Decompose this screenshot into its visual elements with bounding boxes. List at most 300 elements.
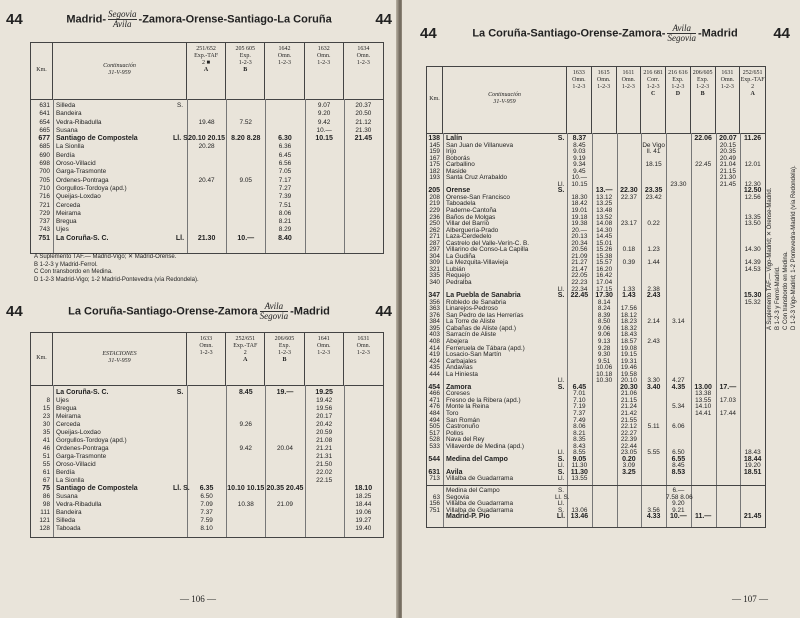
station-name: Cerceda	[56, 421, 81, 428]
time-cell	[305, 517, 344, 525]
km-cell: 86	[42, 493, 50, 500]
km-cell: 384	[429, 318, 440, 326]
train-column-header	[666, 67, 691, 133]
time-cell	[187, 445, 226, 453]
station-name: Silleda	[56, 102, 76, 109]
train-column-header	[305, 43, 344, 99]
km-cell: 63	[432, 493, 440, 501]
time-cell: 23.35	[644, 187, 663, 195]
arrival-departure-mark	[173, 493, 187, 501]
table-row	[31, 135, 383, 143]
time-cell	[187, 429, 226, 437]
station-name: La Puebla de Sanabria	[446, 292, 521, 300]
table-row	[31, 218, 383, 226]
station-name: Villalba de Guadarrama	[446, 506, 514, 514]
table-row	[31, 445, 383, 453]
time-cell: 22.45	[695, 161, 712, 169]
arrival-departure-mark: S.	[557, 292, 565, 300]
time-cell	[265, 102, 304, 110]
station-name: Abejera	[446, 337, 469, 345]
time-cell: 6.06	[672, 423, 685, 431]
station-name: Paderne-Cantoña	[446, 207, 497, 215]
page-number: — 107 —	[732, 594, 768, 604]
time-cell: 10.15	[571, 180, 588, 188]
station-name: Zamora	[446, 383, 472, 391]
arrival-departure-mark	[173, 437, 187, 445]
time-cell: 14.41	[695, 409, 712, 417]
time-cell: 13.55	[695, 396, 712, 404]
time-cell: 22.37	[620, 193, 637, 201]
time-cell: 23.17	[620, 220, 637, 228]
train-class: 1-2-3	[646, 84, 660, 90]
time-cell	[265, 525, 304, 533]
station-name: San Pedro de las Herrerías	[446, 311, 524, 319]
time-cell	[305, 177, 344, 185]
train-number: 1641	[317, 336, 330, 342]
time-cell	[691, 476, 716, 483]
station-name: Queijas-Loxdao	[56, 193, 101, 201]
time-cell	[305, 525, 344, 533]
time-cell: 20.07	[719, 135, 737, 142]
time-cell: 7.10	[573, 396, 586, 404]
table-row	[31, 389, 383, 397]
time-cell: 20.10 20.15	[188, 135, 226, 143]
km-cell: 544	[428, 455, 440, 463]
frac-bottom: Avila	[113, 19, 132, 29]
arrival-departure-mark: S.	[557, 506, 565, 514]
train-note-mark: A	[243, 357, 248, 363]
time-cell: 1.43	[622, 292, 636, 300]
km-cell: 454	[428, 383, 440, 391]
station-name: Garga-Trasmonte	[56, 168, 107, 176]
table-row	[427, 476, 765, 483]
station-name: Villarino de Conso-La Capilla	[446, 246, 529, 254]
station-name: Castronuño	[446, 423, 480, 431]
column-header-km: Km.	[31, 333, 53, 385]
title-fraction	[260, 302, 289, 321]
arrival-departure-mark	[173, 405, 187, 413]
time-cell: 10.—	[670, 513, 687, 521]
time-cell	[187, 185, 226, 193]
time-cell: 15.32	[744, 298, 761, 306]
time-cell	[265, 493, 304, 501]
time-cell	[344, 397, 383, 405]
km-cell: 75	[42, 485, 50, 492]
train-column-header	[740, 67, 765, 133]
km-cell: 710	[39, 184, 50, 192]
train-class: 2	[243, 350, 247, 356]
time-cell: 17.03	[719, 396, 736, 404]
km-cell: 471	[429, 396, 440, 404]
time-cell: 18.15	[645, 161, 662, 169]
time-cell: 6.45	[572, 383, 587, 391]
time-cell: 22.15	[316, 477, 333, 484]
time-cell: 8.20 8.28	[231, 135, 261, 143]
arrival-departure-mark: S.	[557, 486, 565, 494]
time-cell: 22.44	[620, 442, 637, 450]
time-cell: 9.05	[572, 455, 587, 463]
time-cell: 21.09	[276, 501, 293, 508]
station-name: Santa Cruz Arrabaldo	[446, 174, 508, 182]
table-row	[31, 421, 383, 429]
timetable-rows	[31, 102, 383, 243]
km-cell: 205	[428, 187, 440, 195]
time-cell	[265, 461, 304, 469]
train-column-header	[592, 67, 617, 133]
time-cell: 17.56	[620, 305, 637, 313]
column-header-stations	[53, 333, 187, 385]
time-cell: 8.35	[573, 436, 586, 444]
station-name: Lubián	[446, 265, 466, 273]
time-cell	[187, 127, 226, 135]
time-cell	[344, 429, 383, 437]
station-name: La Coruña-S. C.	[56, 234, 109, 242]
time-cell: 15.01	[596, 239, 613, 247]
time-cell	[226, 509, 265, 517]
station-name: Villalba de Guadarrama	[446, 475, 514, 483]
station-name: Gorgullos-Tordoya (apd.)	[56, 437, 127, 444]
km-cell: 121	[39, 517, 50, 524]
time-cell	[617, 514, 642, 521]
time-cell	[226, 127, 265, 135]
time-cell: 13.52	[596, 213, 613, 221]
time-cell	[187, 110, 226, 118]
time-cell	[226, 429, 265, 437]
station-name: Oroso-Villacid	[56, 461, 96, 468]
arrival-departure-mark	[173, 525, 187, 533]
time-cell: De Vigo	[642, 141, 665, 149]
arrival-departure-mark: S.	[557, 468, 565, 476]
train-number: 252/651	[742, 70, 763, 76]
time-cell: 11.30	[571, 462, 588, 470]
time-cell: 9.26	[239, 421, 252, 428]
time-cell: 12.30	[744, 180, 761, 188]
side-footnotes	[766, 70, 798, 330]
time-cell	[305, 143, 344, 151]
time-cell	[187, 226, 226, 234]
time-cell	[187, 193, 226, 201]
time-cell: 20.10	[620, 377, 637, 385]
table-row	[31, 226, 383, 234]
time-cell: 16.42	[596, 272, 613, 280]
station-name: Cabañas de Aliste (apd.)	[446, 324, 516, 332]
km-cell: 271	[429, 233, 440, 241]
train-class: 1-2-3	[277, 350, 291, 356]
time-cell: 19.46	[620, 364, 637, 372]
time-cell: 0.18	[622, 246, 636, 254]
time-cell	[265, 509, 304, 517]
station-name: Bregua	[56, 405, 77, 412]
time-cell	[344, 168, 383, 176]
station-name: Nava del Rey	[446, 436, 485, 444]
page-label: 44	[375, 303, 392, 320]
time-cell	[187, 202, 226, 210]
km-cell: 347	[428, 292, 440, 300]
time-cell: 0.39	[622, 259, 636, 267]
time-cell	[187, 218, 226, 226]
time-cell: 22.02	[316, 469, 333, 476]
footnote: C Con transbordo en Medina.	[34, 269, 113, 275]
time-cell: 8.43	[573, 442, 586, 450]
time-cell	[226, 413, 265, 421]
train-note-mark: B	[700, 91, 705, 97]
page-label: 44	[420, 25, 437, 42]
km-cell: 484	[429, 409, 440, 417]
time-cell: 7.37	[200, 509, 213, 516]
train-type: Exp.	[278, 343, 291, 349]
page-label: 44	[6, 11, 23, 28]
train-number: 252/651	[235, 336, 256, 342]
train-number: 1634	[357, 46, 370, 52]
km-cell: 476	[429, 403, 440, 411]
train-column-header	[344, 333, 383, 385]
station-name: Berdía	[56, 469, 75, 476]
time-cell: 8.45	[573, 141, 586, 149]
station-name: Santiago de Compostela	[56, 485, 138, 492]
table-row	[31, 477, 383, 485]
km-cell: 41	[42, 437, 50, 444]
time-cell: 7.17	[278, 176, 292, 184]
time-cell	[226, 453, 265, 461]
train-type: Omn.	[356, 53, 371, 59]
km-cell: 55	[42, 461, 50, 468]
station-name: Susana	[56, 493, 78, 500]
station-name: Orense-San Francisco	[446, 193, 510, 201]
km-cell: 304	[429, 252, 440, 260]
table-row	[31, 525, 383, 533]
train-column-header	[265, 43, 304, 99]
time-cell: 17.30	[595, 292, 613, 300]
table-row	[427, 514, 765, 521]
time-cell: 4.33	[646, 513, 661, 521]
time-cell	[226, 437, 265, 445]
time-cell	[226, 517, 265, 525]
km-cell: 533	[429, 442, 440, 450]
km-cell: 262	[429, 226, 440, 234]
time-cell	[265, 397, 304, 405]
table-row	[31, 413, 383, 421]
train-column-header	[226, 43, 265, 99]
time-cell	[305, 193, 344, 201]
frac-top: Avila	[260, 302, 289, 312]
km-cell: 403	[429, 331, 440, 339]
km-cell: 743	[39, 226, 50, 234]
km-cell: 8	[46, 397, 50, 404]
train-column-header	[344, 43, 383, 99]
time-cell	[187, 477, 226, 485]
station-name: Carbajales	[446, 357, 477, 365]
time-cell: 9.19	[573, 154, 586, 162]
time-cell	[641, 476, 666, 483]
station-name: Avila	[446, 468, 463, 476]
arrival-departure-mark: Ll.	[557, 462, 565, 470]
train-number: 1631	[721, 70, 734, 76]
station-name: Vedra-Ribadulla	[56, 501, 102, 508]
train-type: Omn.	[621, 77, 636, 83]
train-class: 1-2-3	[572, 84, 586, 90]
time-cell: 19.40	[355, 525, 372, 532]
train-class: 1-2-3	[238, 60, 252, 66]
station-name: Laza-Cerdedelo	[446, 233, 492, 241]
arrival-departure-mark	[173, 143, 187, 151]
table-row	[31, 202, 383, 210]
time-cell: 13.38	[695, 390, 712, 398]
km-cell: 414	[429, 344, 440, 352]
time-cell: 18.32	[620, 324, 637, 332]
time-cell: 18.57	[620, 337, 637, 345]
time-cell	[344, 226, 383, 234]
time-cell	[265, 469, 304, 477]
time-cell	[226, 185, 265, 193]
time-cell	[265, 405, 304, 413]
train-type: Omn.	[596, 77, 611, 83]
time-cell: 18.10	[354, 485, 373, 492]
frac-top: Avila	[667, 24, 696, 34]
station-name: Susana	[56, 126, 78, 134]
time-cell: 7.05	[278, 168, 292, 176]
time-cell	[344, 177, 383, 185]
time-cell	[592, 476, 617, 483]
timetable-rows	[427, 136, 765, 521]
column-header-stations	[443, 67, 567, 133]
station-name: Medina del Campo	[446, 455, 508, 463]
time-cell: 8.21	[573, 429, 586, 437]
train-note-mark: B	[282, 357, 287, 363]
time-cell	[226, 405, 265, 413]
km-cell: 175	[429, 161, 440, 169]
time-cell	[344, 461, 383, 469]
train-type: Exp.-TAF	[194, 53, 219, 59]
station-name: Monte la Reina	[446, 403, 489, 411]
km-cell: 424	[429, 357, 440, 365]
time-cell: 3.14	[672, 318, 685, 326]
time-cell: 13.35	[744, 213, 761, 221]
time-cell: 22.12	[620, 423, 637, 431]
time-cell: 9.42	[317, 118, 331, 126]
time-cell: 8.10	[200, 525, 213, 532]
time-cell: ll. 41	[646, 148, 661, 156]
train-number: 1633	[200, 336, 213, 342]
table-row	[31, 453, 383, 461]
time-cell: 22.05	[571, 272, 588, 280]
km-cell: 395	[429, 324, 440, 332]
time-cell: 13.50	[744, 220, 761, 228]
table-row	[31, 485, 383, 493]
title-part: La Coruña-Santiago-Orense-Zamora	[68, 305, 258, 318]
time-cell: 21.45	[719, 180, 736, 188]
time-cell: 7.01	[573, 390, 586, 398]
time-cell	[187, 461, 226, 469]
time-cell: 20.37	[355, 102, 372, 109]
km-cell: 444	[429, 370, 440, 378]
time-cell: 13.46	[570, 513, 589, 521]
km-cell	[427, 514, 443, 521]
time-cell	[305, 210, 344, 218]
km-cell: 321	[429, 265, 440, 273]
time-cell	[187, 160, 226, 168]
station-name: San Juan de Villanueva	[446, 141, 514, 149]
time-cell: 1.44	[647, 259, 660, 267]
arrival-departure-mark	[173, 127, 187, 135]
station-name: Vedra-Ribadulla	[56, 118, 102, 126]
km-cell: 193	[429, 174, 440, 182]
train-class: 1-2-3	[671, 84, 685, 90]
train-type: Omn.	[316, 53, 331, 59]
arrival-departure-mark: Ll.	[175, 234, 185, 242]
time-cell: 19.08	[620, 344, 637, 352]
arrival-departure-mark	[173, 210, 187, 218]
station-name: Ordenes-Pontraga	[56, 176, 109, 184]
train-number: 1633	[572, 70, 585, 76]
time-cell: 9.51	[597, 357, 611, 365]
train-column-header	[567, 67, 592, 133]
page-number: — 106 —	[180, 594, 216, 604]
time-cell	[265, 453, 304, 461]
column-header-km: Km.	[427, 67, 443, 133]
time-cell: 15.57	[596, 259, 613, 267]
time-cell: 19.18	[571, 213, 588, 221]
arrival-departure-mark	[173, 517, 187, 525]
time-cell: 11.26	[744, 135, 762, 142]
time-cell	[265, 517, 304, 525]
footnotes	[34, 254, 384, 284]
arrival-departure-mark	[173, 119, 187, 127]
time-cell: 13.—	[595, 187, 613, 195]
time-cell	[226, 202, 265, 210]
km-cell: 46	[42, 445, 50, 452]
time-cell: 3.09	[622, 462, 636, 470]
header-label: Continuación	[488, 92, 521, 98]
frac-bottom: Segovia	[667, 33, 696, 43]
time-cell: 14.10	[695, 403, 712, 411]
station-name: Alberguería-Prado	[446, 226, 499, 234]
time-cell: 14.08	[596, 220, 613, 228]
time-cell: 19.31	[620, 357, 637, 365]
station-name: Ujes	[56, 397, 69, 404]
time-cell: 17.04	[596, 279, 613, 287]
time-cell: 21.30	[719, 174, 736, 182]
arrival-departure-mark: Ll.	[557, 377, 565, 385]
km-cell: 167	[429, 154, 440, 162]
timetable-right	[426, 66, 766, 528]
time-cell: 20.13	[571, 233, 588, 241]
station-name: Linarejos-Pedroso	[446, 305, 498, 313]
table-row	[31, 152, 383, 160]
train-type: Exp.	[672, 77, 684, 83]
km-cell: 98	[42, 501, 50, 508]
km-cell: 376	[429, 311, 440, 319]
time-cell: 8.53	[671, 468, 686, 476]
arrival-departure-mark	[173, 445, 187, 453]
time-cell: 19.42	[316, 397, 333, 404]
time-cell	[265, 110, 304, 118]
time-cell: 16.20	[596, 265, 613, 273]
train-number: 1611	[622, 70, 635, 76]
time-cell: 18.12	[620, 311, 637, 319]
time-cell: 21.42	[620, 409, 637, 417]
time-cell: 21.31	[316, 453, 333, 460]
time-cell: 22.45	[570, 292, 589, 300]
arrival-departure-mark: Ll. S.	[173, 485, 190, 492]
time-cell: 18.51	[743, 468, 762, 476]
time-cell	[226, 110, 265, 118]
time-cell: 9.06	[597, 331, 611, 339]
time-cell: 20.35 20.45	[266, 485, 304, 492]
time-cell: 2.43	[647, 337, 660, 345]
time-cell: 8.21	[278, 218, 292, 226]
time-cell	[226, 193, 265, 201]
time-cell: 7.51	[278, 201, 292, 209]
